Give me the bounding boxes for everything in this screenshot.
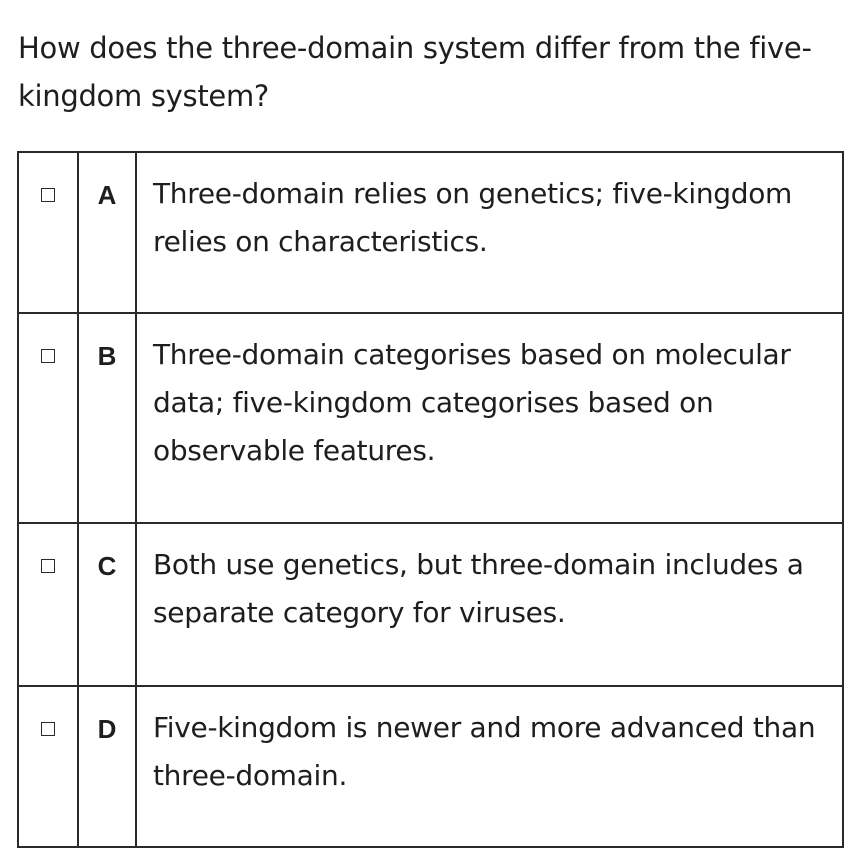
- option-row-d[interactable]: [18, 686, 843, 847]
- option-b-checkbox-cell[interactable]: [18, 313, 78, 523]
- option-d-checkbox-cell[interactable]: [18, 686, 78, 847]
- option-b-checkbox[interactable]: [41, 349, 55, 363]
- option-row-b[interactable]: [18, 313, 843, 523]
- option-a-checkbox-cell[interactable]: [18, 152, 78, 313]
- option-c-letter: C: [97, 551, 117, 581]
- option-c-checkbox-cell[interactable]: [18, 523, 78, 686]
- option-b-letter-cell: [78, 313, 136, 523]
- option-b-text: Three-domain categorises based on molecular data; five-kingdom categorises based on observable features.: [136, 313, 843, 523]
- option-b-letter: B: [97, 341, 117, 371]
- option-d-text: Five-kingdom is newer and more advanced than three-domain.: [136, 686, 843, 847]
- option-a-checkbox[interactable]: [41, 188, 55, 202]
- option-a-letter: A: [97, 180, 117, 210]
- option-c-checkbox[interactable]: [41, 559, 55, 573]
- option-row-c[interactable]: [18, 523, 843, 686]
- option-a-text: Three-domain relies on genetics; five-kingdom relies on characteristics.: [136, 152, 843, 313]
- question-text: How does the three-domain system differ from the five-kingdom system?: [18, 31, 812, 113]
- option-c-letter-cell: [78, 523, 136, 686]
- option-d-letter-cell: [78, 686, 136, 847]
- answer-options-table: [17, 151, 844, 848]
- option-a-letter-cell: [78, 152, 136, 313]
- option-d-checkbox[interactable]: [41, 722, 55, 736]
- option-d-letter: D: [97, 714, 117, 744]
- option-row-a[interactable]: [18, 152, 843, 313]
- option-c-text: Both use genetics, but three-domain includes a separate category for viruses.: [136, 523, 843, 686]
